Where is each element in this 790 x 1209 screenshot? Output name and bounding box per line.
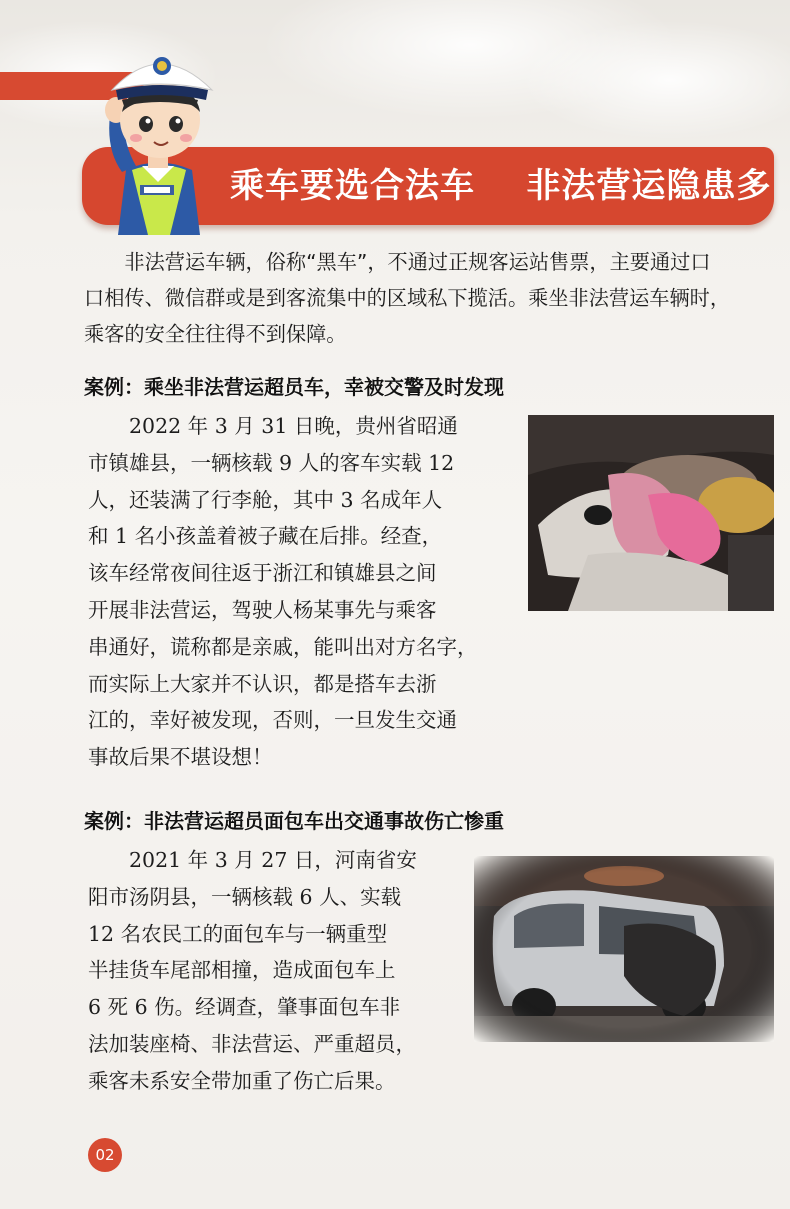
case-2-line: 乘客未系安全带加重了伤亡后果。 bbox=[88, 1068, 396, 1093]
intro-line: 乘客的安全往往得不到保障。 bbox=[84, 322, 347, 346]
intro-line: 口相传、微信群或是到客流集中的区域私下揽活。乘坐非法营运车辆时， bbox=[84, 286, 731, 310]
case-1-photo bbox=[528, 415, 774, 611]
case-1-line: 开展非法营运，驾驶人杨某事先与乘客 bbox=[88, 597, 437, 622]
case-2-line: 6 死 6 伤。经调查，肇事面包车非 bbox=[88, 995, 401, 1020]
case-1-line: 该车经常夜间往返于浙江和镇雄县之间 bbox=[88, 561, 437, 586]
case-1-title: 案例：乘坐非法营运超员车，幸被交警及时发现 bbox=[84, 375, 504, 399]
case-1-line: 事故后果不堪设想！ bbox=[88, 745, 273, 770]
case-2-line: 阳市汤阴县，一辆核载 6 人、实载 bbox=[88, 884, 402, 909]
case-1-line: 而实际上大家并不认识，都是搭车去浙 bbox=[88, 671, 437, 696]
case-1-line: 和 1 名小孩盖着被子藏在后排。经查， bbox=[88, 524, 443, 549]
case-1-line: 串通好，谎称都是亲戚，能叫出对方名字， bbox=[88, 634, 478, 659]
case-2-line: 12 名农民工的面包车与一辆重型 bbox=[88, 921, 388, 946]
case-2-line: 半挂货车尾部相撞，造成面包车上 bbox=[88, 958, 396, 983]
cloud-decoration bbox=[520, 20, 790, 140]
page-number: 02 bbox=[88, 1138, 122, 1172]
case-2-photo bbox=[474, 856, 774, 1042]
case-1-line: 市镇雄县，一辆核载 9 人的客车实载 12 bbox=[88, 450, 455, 475]
case-2-line: 2021 年 3 月 27 日，河南省安 bbox=[88, 848, 417, 872]
case-1-line: 江的，幸好被发现，否则，一旦发生交通 bbox=[88, 708, 457, 733]
case-1-line: 2022 年 3 月 31 日晚，贵州省昭通 bbox=[88, 414, 458, 438]
case-2-line: 法加装座椅、非法营运、严重超员， bbox=[88, 1031, 416, 1056]
intro-paragraph bbox=[84, 244, 784, 352]
police-mascot-icon bbox=[88, 20, 228, 235]
case-1-body bbox=[88, 408, 508, 776]
case-2-title: 案例：非法营运超员面包车出交通事故伤亡惨重 bbox=[84, 809, 504, 833]
intro-line: 非法营运车辆，俗称“黑车”，不通过正规客运站售票，主要通过口 bbox=[84, 250, 711, 274]
case-2-body bbox=[88, 842, 468, 1100]
case-1-line: 人，还装满了行李舱，其中 3 名成年人 bbox=[88, 487, 443, 512]
page-title: 乘车要选合法车 非法营运隐患多 bbox=[230, 166, 772, 206]
